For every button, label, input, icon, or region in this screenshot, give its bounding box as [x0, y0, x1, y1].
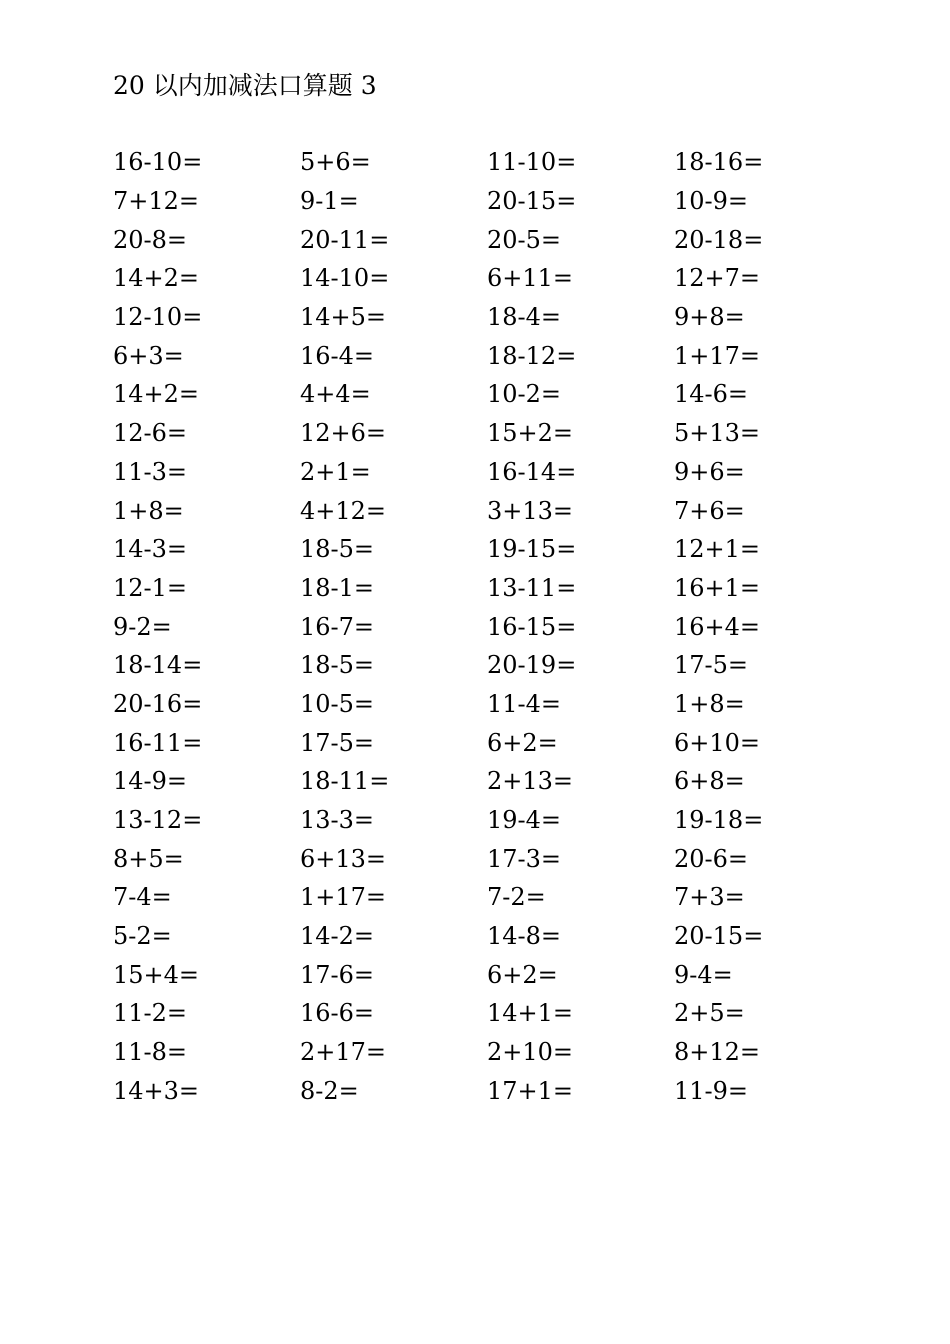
- math-problem: 5+6=: [300, 148, 371, 177]
- math-problem: 17-5=: [674, 651, 749, 680]
- math-problem: 16-7=: [300, 612, 375, 641]
- math-problem: 6+2=: [487, 960, 558, 989]
- problem-row: [113, 143, 873, 182]
- math-problem: 13-12=: [113, 806, 203, 835]
- math-problem: 15+2=: [487, 419, 574, 448]
- math-problem: 6+11=: [487, 264, 574, 293]
- math-problem: 9-1=: [300, 187, 359, 216]
- math-problem: 10-5=: [300, 689, 375, 718]
- math-problem: 6+3=: [113, 341, 184, 370]
- math-problem: 16-11=: [113, 728, 203, 757]
- math-problem: 16-10=: [113, 148, 203, 177]
- math-problem: 20-16=: [113, 689, 203, 718]
- math-problem: 9-4=: [674, 960, 733, 989]
- math-problem: 12-1=: [113, 573, 188, 602]
- math-problem: 15+4=: [113, 960, 200, 989]
- math-problem: 20-19=: [487, 651, 577, 680]
- math-problem: 7-4=: [113, 883, 172, 912]
- math-problem: 10-9=: [674, 187, 749, 216]
- page-title: 20 以内加减法口算题 3: [113, 71, 377, 100]
- math-problem: 11-3=: [113, 457, 188, 486]
- math-problem: 11-10=: [487, 148, 577, 177]
- math-problem: 6+2=: [487, 728, 558, 757]
- math-problem: 12-10=: [113, 303, 203, 332]
- math-problem: 11-9=: [674, 1076, 749, 1105]
- problem-row: [113, 917, 873, 956]
- math-problem: 13-11=: [487, 573, 577, 602]
- math-problem: 12-6=: [113, 419, 188, 448]
- problem-row: [113, 646, 873, 685]
- math-problem: 9+6=: [674, 457, 745, 486]
- math-problem: 20-15=: [674, 922, 764, 951]
- math-problem: 5-2=: [113, 922, 172, 951]
- math-problem: 18-1=: [300, 573, 375, 602]
- math-problem: 6+10=: [674, 728, 761, 757]
- problem-row: [113, 298, 873, 337]
- math-problem: 6+8=: [674, 767, 745, 796]
- math-problem: 12+7=: [674, 264, 761, 293]
- math-problem: 20-11=: [300, 225, 390, 254]
- math-problem: 13-3=: [300, 806, 375, 835]
- math-problem: 18-14=: [113, 651, 203, 680]
- math-problem: 16+4=: [674, 612, 761, 641]
- math-problem: 18-5=: [300, 651, 375, 680]
- math-problem: 19-4=: [487, 806, 562, 835]
- math-problem: 14+5=: [300, 303, 387, 332]
- math-problem: 14+1=: [487, 999, 574, 1028]
- problem-row: [113, 491, 873, 530]
- problem-row: [113, 878, 873, 917]
- math-problem: 17+1=: [487, 1076, 574, 1105]
- problem-row: [113, 453, 873, 492]
- math-problem: 3+13=: [487, 496, 574, 525]
- problem-row: [113, 839, 873, 878]
- math-problem: 1+17=: [300, 883, 387, 912]
- math-problem: 19-15=: [487, 535, 577, 564]
- math-problem: 18-4=: [487, 303, 562, 332]
- problem-row: [113, 762, 873, 801]
- math-problem: 20-6=: [674, 844, 749, 873]
- problem-row: [113, 569, 873, 608]
- math-problem: 14-2=: [300, 922, 375, 951]
- math-problem: 14+3=: [113, 1076, 200, 1105]
- math-problem: 14+2=: [113, 380, 200, 409]
- problem-row: [113, 994, 873, 1033]
- math-problem: 11-8=: [113, 1038, 188, 1067]
- math-problem: 18-16=: [674, 148, 764, 177]
- problem-row: [113, 530, 873, 569]
- problem-row: [113, 723, 873, 762]
- math-problem: 17-3=: [487, 844, 562, 873]
- problem-row: [113, 1033, 873, 1072]
- math-problem: 19-18=: [674, 806, 764, 835]
- math-problem: 7+6=: [674, 496, 745, 525]
- problem-row: [113, 955, 873, 994]
- math-problem: 14-3=: [113, 535, 188, 564]
- math-problem: 18-5=: [300, 535, 375, 564]
- math-problem: 11-4=: [487, 689, 562, 718]
- math-problem: 18-12=: [487, 341, 577, 370]
- math-problem: 9-2=: [113, 612, 172, 641]
- math-problem: 16-15=: [487, 612, 577, 641]
- math-problem: 20-5=: [487, 225, 562, 254]
- problem-row: [113, 414, 873, 453]
- problem-row: [113, 259, 873, 298]
- math-problem: 12+6=: [300, 419, 387, 448]
- math-problem: 20-18=: [674, 225, 764, 254]
- math-problem: 2+17=: [300, 1038, 387, 1067]
- math-problem: 16-6=: [300, 999, 375, 1028]
- math-problem: 14-8=: [487, 922, 562, 951]
- math-problem: 14-6=: [674, 380, 749, 409]
- math-problem: 5+13=: [674, 419, 761, 448]
- math-problem: 2+1=: [300, 457, 371, 486]
- math-problem: 16+1=: [674, 573, 761, 602]
- math-problem: 20-8=: [113, 225, 188, 254]
- problem-row: [113, 375, 873, 414]
- problem-row: [113, 685, 873, 724]
- problem-row: [113, 607, 873, 646]
- math-problem: 17-5=: [300, 728, 375, 757]
- math-problem: 18-11=: [300, 767, 390, 796]
- math-problem: 7-2=: [487, 883, 546, 912]
- math-problem: 7+12=: [113, 187, 200, 216]
- problem-row: [113, 801, 873, 840]
- math-problem: 16-4=: [300, 341, 375, 370]
- math-problem: 8+5=: [113, 844, 184, 873]
- math-problem: 4+12=: [300, 496, 387, 525]
- math-problem: 4+4=: [300, 380, 371, 409]
- problem-row: [113, 336, 873, 375]
- problem-row: [113, 182, 873, 221]
- math-problem: 16-14=: [487, 457, 577, 486]
- math-problem: 6+13=: [300, 844, 387, 873]
- math-problem: 14-10=: [300, 264, 390, 293]
- math-problem: 11-2=: [113, 999, 188, 1028]
- math-problem: 8-2=: [300, 1076, 359, 1105]
- problem-row: [113, 1072, 873, 1111]
- math-problem: 1+8=: [674, 689, 745, 718]
- math-problem: 9+8=: [674, 303, 745, 332]
- math-problem: 14-9=: [113, 767, 188, 796]
- math-problem: 10-2=: [487, 380, 562, 409]
- math-problem: 17-6=: [300, 960, 375, 989]
- problem-grid: [113, 143, 873, 1110]
- math-problem: 1+8=: [113, 496, 184, 525]
- math-problem: 2+5=: [674, 999, 745, 1028]
- math-problem: 20-15=: [487, 187, 577, 216]
- math-problem: 12+1=: [674, 535, 761, 564]
- math-problem: 8+12=: [674, 1038, 761, 1067]
- math-problem: 2+13=: [487, 767, 574, 796]
- problem-row: [113, 220, 873, 259]
- math-problem: 1+17=: [674, 341, 761, 370]
- math-problem: 14+2=: [113, 264, 200, 293]
- math-problem: 2+10=: [487, 1038, 574, 1067]
- math-problem: 7+3=: [674, 883, 745, 912]
